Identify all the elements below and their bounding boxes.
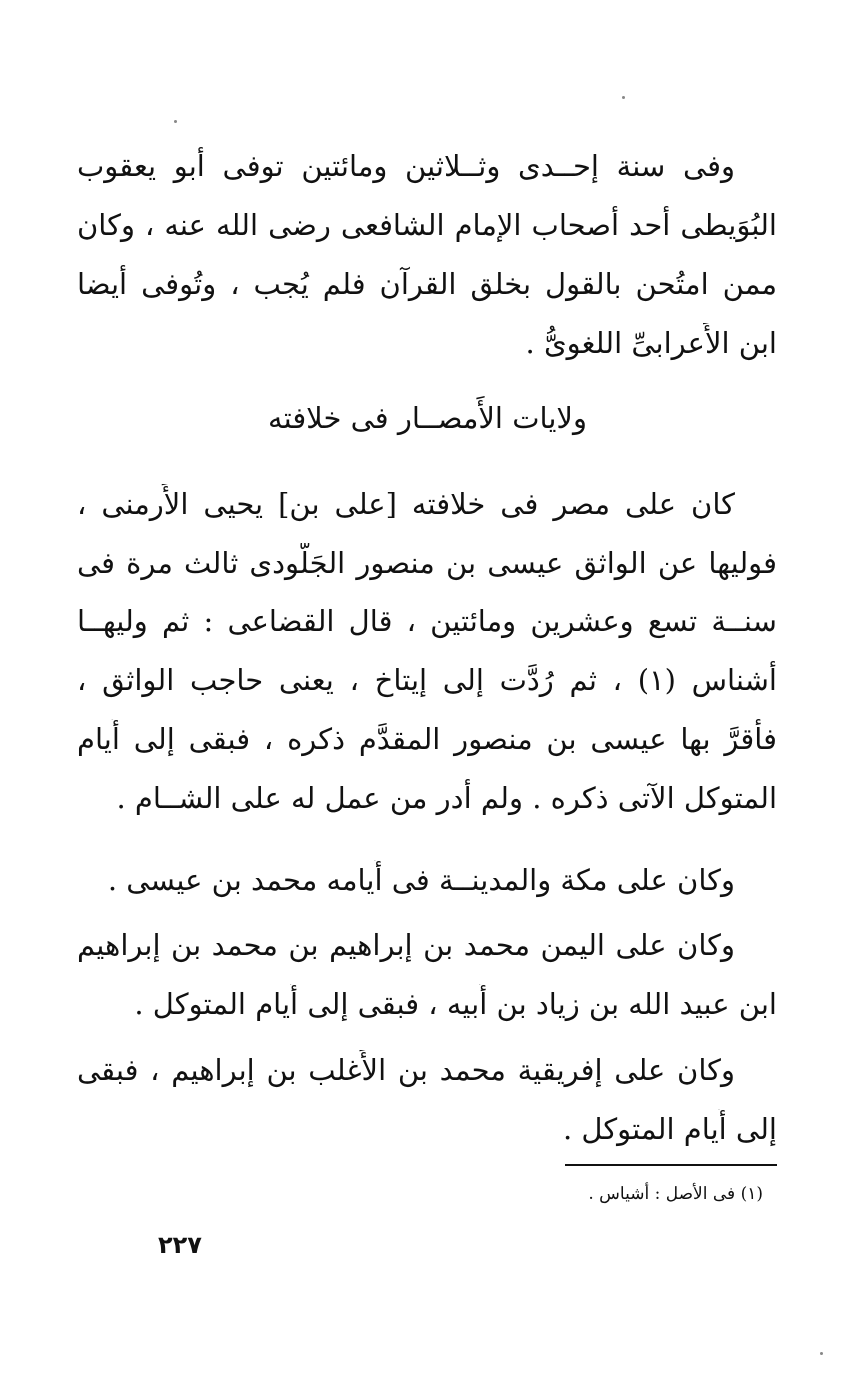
paragraph1-line4: ابن الأَعرابىِّ اللغوىُّ .: [525, 326, 777, 360]
paragraph1-line3: ممن امتُحن بالقول بخلق القرآن فلم يُجب ، وتُوفى أيضا: [77, 267, 777, 301]
paragraph2-line5: فأَقرَّ بها عيسى بن منصور المقدَّم ذكره ، فبقى إلى أَيام: [77, 722, 777, 756]
paragraph4-line2: ابن عبيد الله بن زياد بن أَبيه ، فبقى إلى أَيام المتوكل .: [134, 987, 777, 1021]
footnote: (١) فى الأصل : أشياس .: [588, 1184, 763, 1204]
paragraph2-line3: سنــة تسع وعشرين ومائتين ، قال القضاعى : ثم وليهــا: [77, 604, 777, 638]
paragraph4-line1: وكان على اليمن محمد بن إبراهيم بن محمد بن إبراهيم: [77, 928, 735, 962]
section-heading: ولايات الأَمصــار فى خلافته: [268, 401, 587, 435]
paragraph2-line2: فوليها عن الواثق عيسى بن منصور الجَلُّودى ثالث مرة فى: [77, 546, 777, 580]
paragraph2-line4: أشناس (١) ، ثم رُدَّت إلى إيتاخ ، يعنى حاجب الواثق ،: [77, 663, 777, 697]
paragraph1-line2: البُوَيطى أحد أصحاب الإمام الشافعى رضى الله عنه ، وكان: [77, 208, 777, 242]
paragraph5-line2: إلى أَيام المتوكل .: [562, 1112, 777, 1146]
paragraph5-line1: وكان على إفريقية محمد بن الأَغلب بن إبراهيم ، فبقى: [77, 1053, 735, 1087]
scan-speck: [174, 120, 177, 123]
paragraph2-line6: المتوكل الآتى ذكره . ولم أدر من عمل له على الشــام .: [116, 781, 777, 815]
scan-speck: [820, 1352, 823, 1355]
page-number: ٢٢٧: [158, 1231, 202, 1259]
scan-speck: [622, 96, 625, 99]
paragraph2-line1: كان على مصر فى خلافته [على بن] يحيى الأَرمنى ،: [77, 487, 735, 521]
paragraph3-line1: وكان على مكة والمدينــة فى أَيامه محمد بن عيسى .: [107, 863, 735, 897]
footnote-rule: [565, 1164, 777, 1166]
paragraph1-line1: وفى سنة إحــدى وثــلاثين ومائتين توفى أبو يعقوب: [77, 149, 735, 183]
